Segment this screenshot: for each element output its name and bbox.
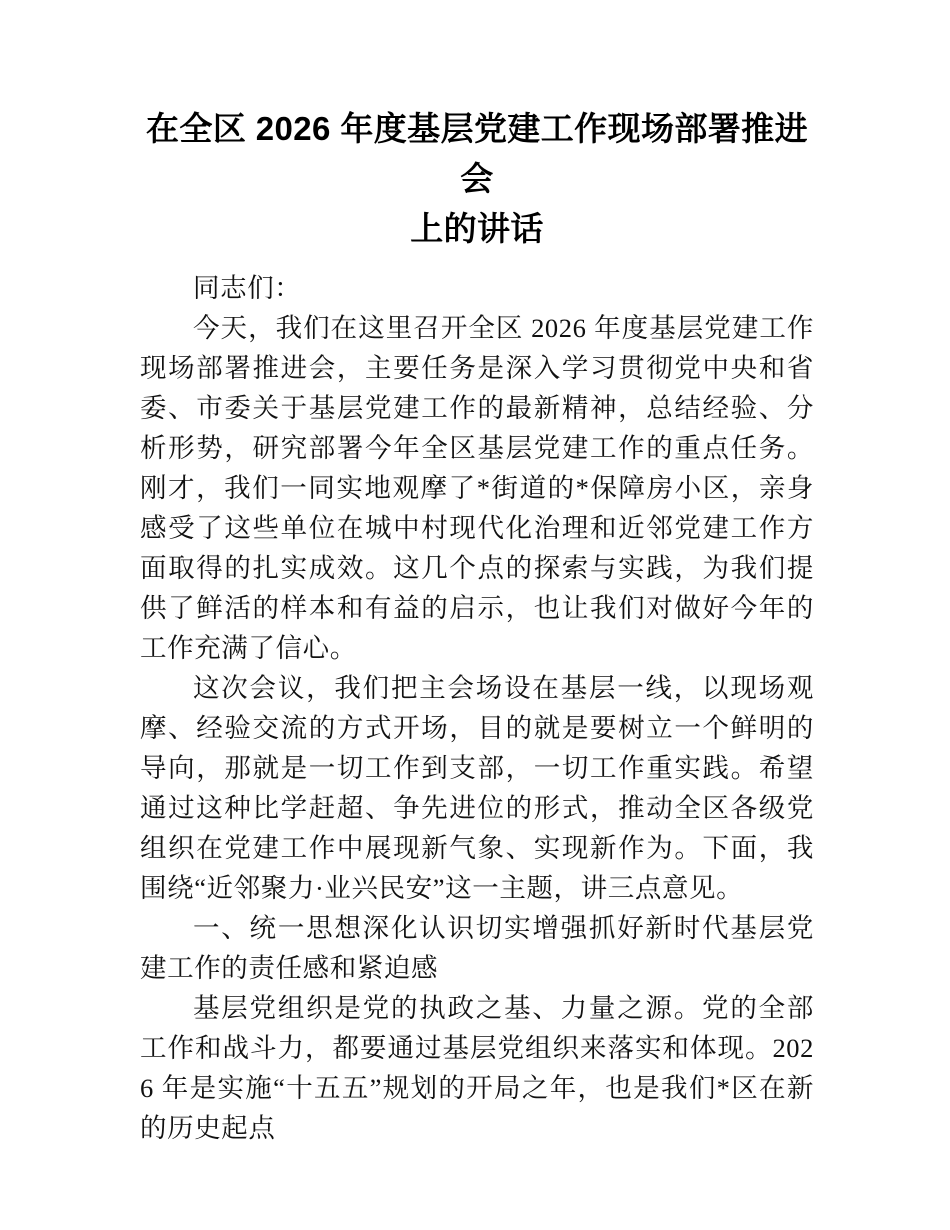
- paragraph-1: 今天，我们在这里召开全区 2026 年度基层党建工作现场部署推进会，主要任务是深入学习贯彻党中央和省委、市委关于基层党建工作的最新精神，总结经验、分析形势，研究部署今年全区基层党建工作的重点任务。刚才，我们一同实地观摩了*街道的*保障房小区，亲身感受了这些单位在城中村现代化治理和近邻党建工作方面取得的扎实成效。这几个点的探索与实践，为我们提供了鲜活的样本和有益的启示，也让我们对做好今年的工作充满了信心。: [140, 313, 814, 663]
- page-title-line-1: 在全区 2026 年度基层党建工作现场部署推进会: [146, 110, 808, 197]
- section-heading-1: 一、统一思想深化认识切实增强抓好新时代基层党建工作的责任感和紧迫感: [140, 913, 814, 983]
- paragraph-2: 这次会议，我们把主会场设在基层一线，以现场观摩、经验交流的方式开场，目的就是要树立一个鲜明的导向，那就是一切工作到支部，一切工作重实践。希望通过这种比学赶超、争先进位的形式，推动全区各级党组织在党建工作中展现新气象、实现新作为。下面，我围绕“近邻聚力·业兴民安”这一主题，讲三点意见。: [140, 673, 814, 903]
- page-title-line-2: 上的讲话: [410, 210, 544, 247]
- document-content: [140, 104, 814, 1148]
- section-paragraph-1: 基层党组织是党的执政之基、力量之源。党的全部工作和战斗力，都要通过基层党组织来落实和体现。2026 年是实施“十五五”规划的开局之年，也是我们*区在新的历史起点: [140, 993, 814, 1143]
- salutation: 同志们：: [193, 273, 302, 303]
- page-title: [140, 104, 814, 254]
